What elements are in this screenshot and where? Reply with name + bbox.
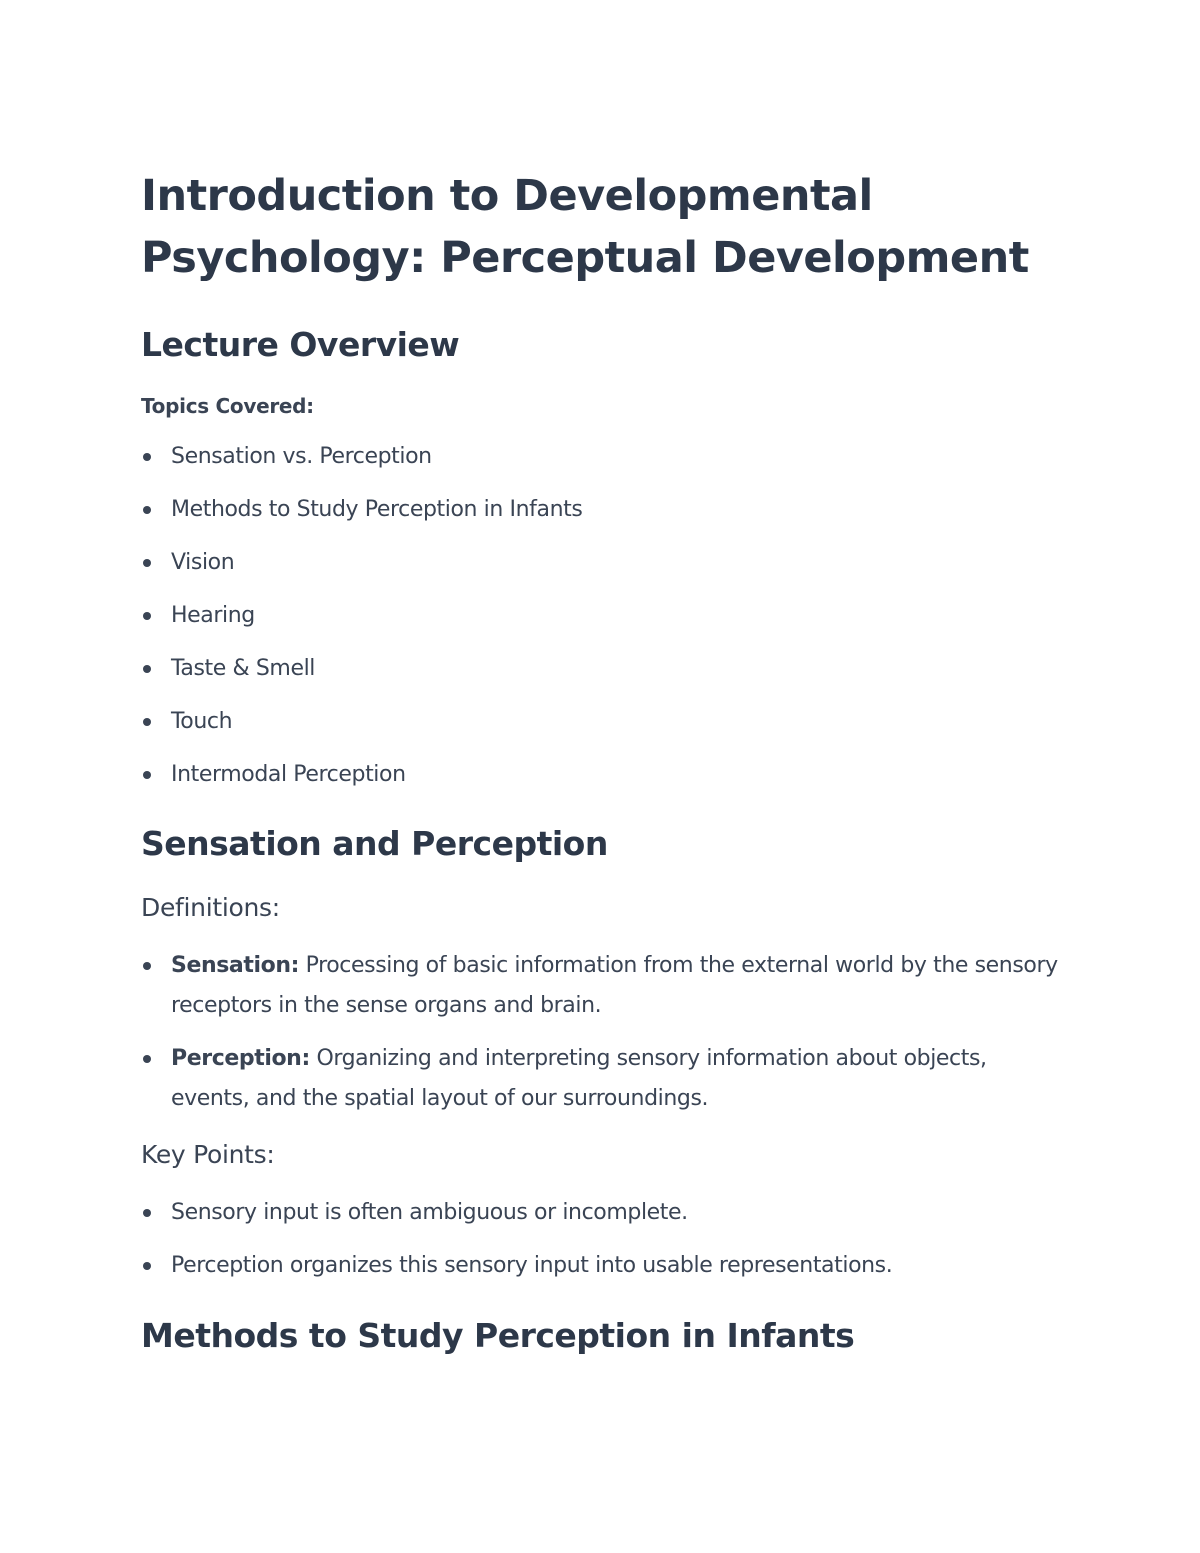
document-page — [141, 165, 1061, 1356]
list-item: Perception organizes this sensory input into usable representations. — [141, 1246, 1061, 1286]
bullet-icon — [143, 1055, 151, 1063]
document-title: Introduction to Developmental Psychology: Perceptual Development — [141, 171, 1029, 283]
bullet-icon — [143, 612, 151, 620]
definition-text: Processing of basic information from the external world by the sensory receptors in the sense organs and brain. — [171, 953, 1058, 1018]
topics-covered-label: Topics Covered: — [141, 394, 314, 418]
definition-item — [141, 1039, 1061, 1119]
definition-text: Organizing and interpreting sensory information about objects, events, and the spatial layout of our surroundings. — [171, 1046, 987, 1111]
key-points-heading: Key Points: — [141, 1140, 275, 1169]
list-item: Taste & Smell — [141, 649, 1061, 689]
bullet-icon — [143, 559, 151, 567]
section-heading-methods: Methods to Study Perception in Infants — [141, 1316, 855, 1355]
definition-term: Perception: — [171, 1046, 310, 1071]
list-item: Intermodal Perception — [141, 755, 1061, 795]
bullet-icon — [143, 506, 151, 514]
bullet-icon — [143, 771, 151, 779]
list-item: Methods to Study Perception in Infants — [141, 490, 1061, 530]
list-item: Sensation vs. Perception — [141, 437, 1061, 477]
topics-list — [141, 437, 1061, 795]
bullet-icon — [143, 665, 151, 673]
section-heading-sensation-perception: Sensation and Perception — [141, 824, 608, 863]
definition-item — [141, 946, 1061, 1026]
bullet-icon — [143, 718, 151, 726]
bullet-icon — [143, 1262, 151, 1270]
list-item: Sensory input is often ambiguous or incomplete. — [141, 1193, 1061, 1233]
definitions-heading: Definitions: — [141, 893, 280, 922]
section-heading-lecture-overview: Lecture Overview — [141, 325, 460, 364]
list-item: Hearing — [141, 596, 1061, 636]
list-item: Touch — [141, 702, 1061, 742]
bullet-icon — [143, 962, 151, 970]
definition-term: Sensation: — [171, 953, 300, 978]
definitions-list — [141, 946, 1061, 1119]
list-item: Vision — [141, 543, 1061, 583]
bullet-icon — [143, 1209, 151, 1217]
key-points-list — [141, 1193, 1061, 1286]
bullet-icon — [143, 453, 151, 461]
